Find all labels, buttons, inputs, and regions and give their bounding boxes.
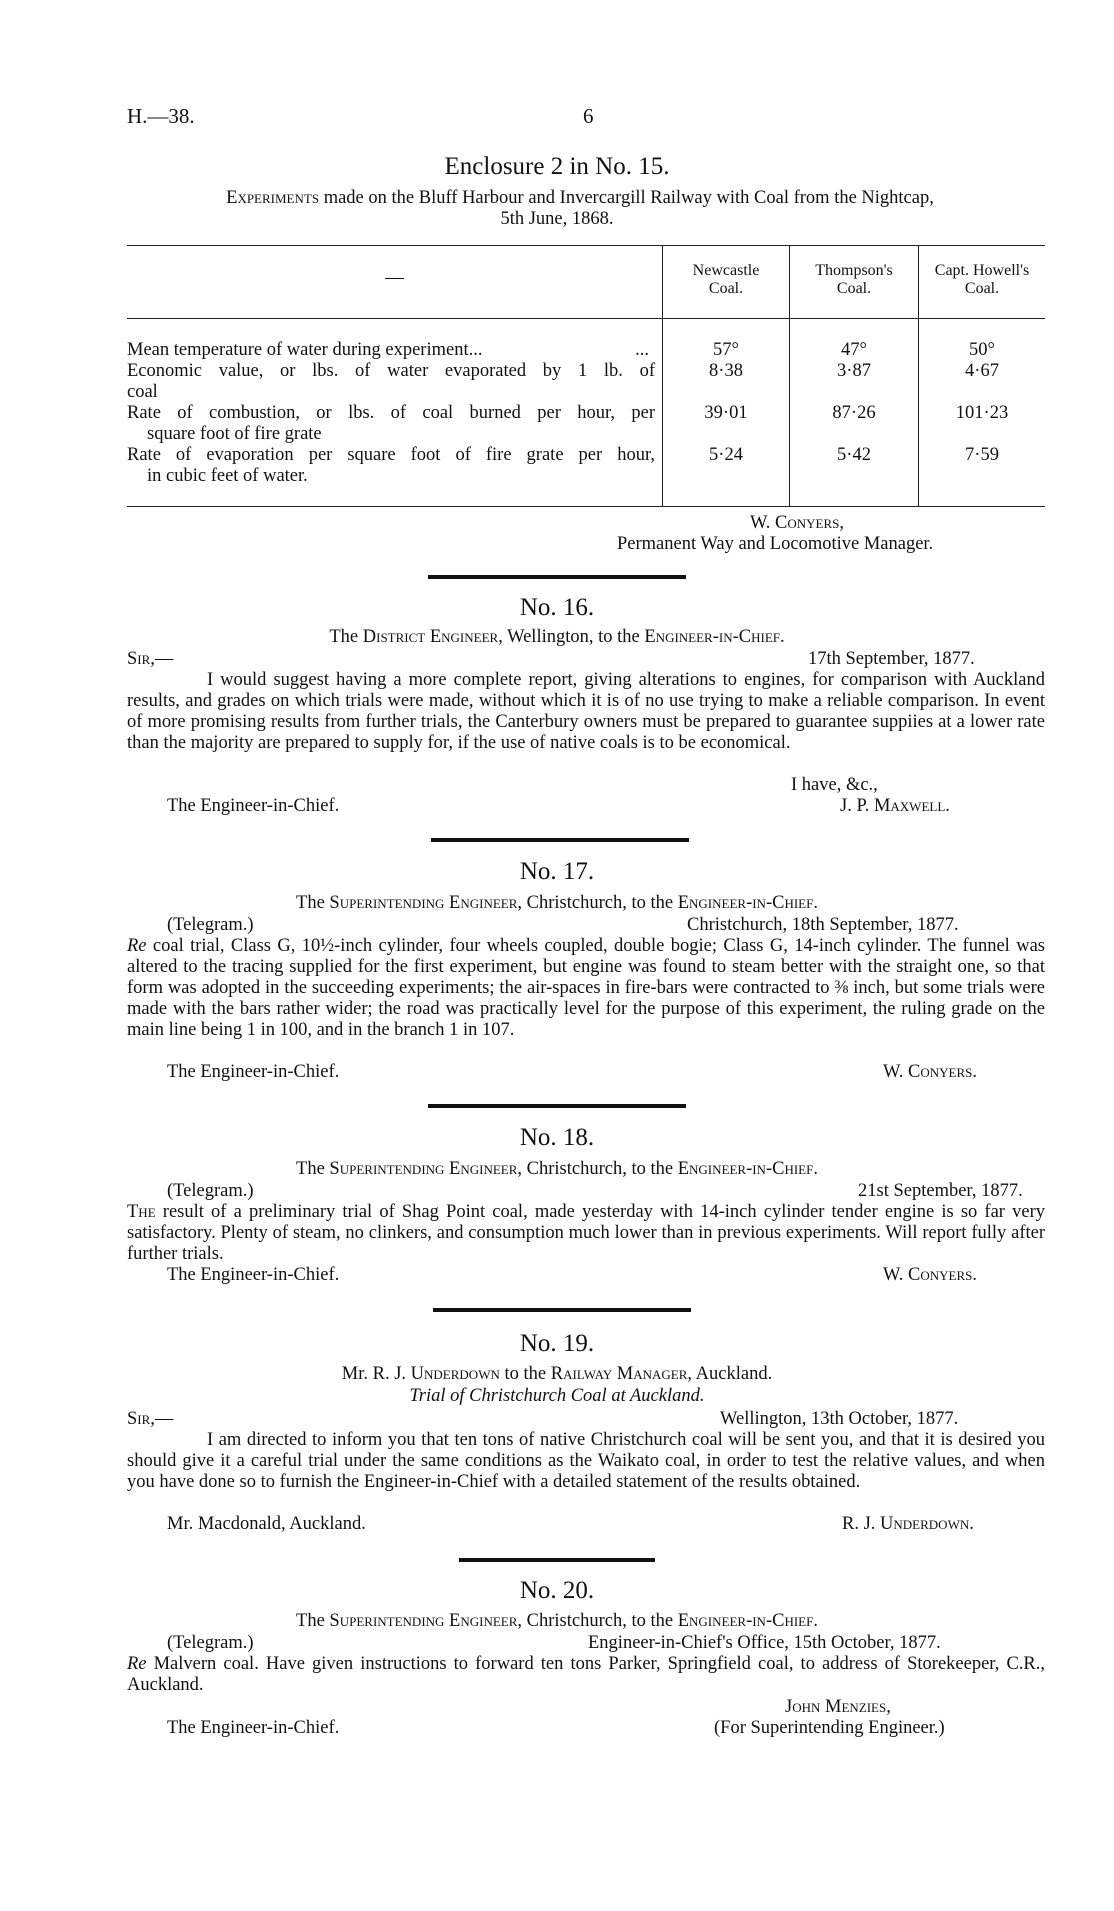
from-middle: Wellington, to the — [502, 627, 645, 647]
from-name: Underdown — [410, 1364, 500, 1384]
telegram-label: (Telegram.) — [167, 915, 254, 935]
column-header-line: Newcastle — [692, 262, 760, 279]
signature-initials: J. P. — [840, 796, 874, 816]
from-middle: Christchurch, to the — [522, 1159, 678, 1179]
signature-title: (For Superintending Engineer.) — [714, 1718, 945, 1738]
letter-body: I would suggest having a more complete report, giving alterations to engines, for comparison with Auckland results, and grades on which trials were made, without which it is of no use trying to make a reliable comparison. In event of more promising results from further trials, the Canterbury owners must be prepared to guarantee suppiies at a lower rate than the majority are prepared to supply for, if the use of native coals is to be economical. — [127, 670, 1045, 753]
signature-name: Maxwell. — [873, 796, 950, 816]
signature-title: Permanent Way and Locomotive Manager. — [617, 534, 934, 554]
signature — [750, 513, 844, 534]
section-divider — [431, 838, 689, 842]
signature-initial: W. — [883, 1265, 909, 1285]
telegram-label: (Telegram.) — [167, 1181, 254, 1201]
table-cell: 8·38 — [709, 361, 743, 381]
to-title: Engineer-in-Chief. — [677, 893, 818, 913]
lead-word: The — [127, 1202, 156, 1222]
signature-name: Conyers, — [775, 513, 844, 533]
signature — [840, 796, 950, 817]
column-header-newcastle — [663, 262, 789, 298]
column-header-line: Capt. Howell's — [934, 262, 1030, 279]
column-header-thompsons — [790, 262, 918, 298]
row-label: Rate of combustion, or lbs. of coal burned per hour, per — [127, 403, 655, 423]
document-reference: H.—38. — [127, 104, 195, 128]
enclosure-title: Enclosure 2 in No. 15. — [444, 153, 670, 180]
from-prefix: The — [329, 627, 363, 647]
caption-text: made on the Bluff Harbour and Invercargill Railway with Coal from the Nightcap, — [319, 188, 934, 208]
section-from-to — [0, 893, 1114, 914]
signature-initial: W. — [883, 1062, 909, 1082]
letter-date: Christchurch, 18th September, 1877. — [687, 915, 959, 935]
section-from-to — [0, 1364, 1114, 1385]
from-middle: Christchurch, to the — [522, 1611, 678, 1631]
letter-body — [127, 1654, 1045, 1696]
table-corner: — — [385, 268, 404, 288]
table-cell: 7·59 — [965, 445, 999, 465]
signature-name: Underdown. — [880, 1514, 974, 1534]
from-middle: to the — [499, 1364, 551, 1384]
addressee: The Engineer-in-Chief. — [167, 796, 340, 816]
section-heading-no18: No. 18. — [519, 1124, 595, 1151]
letter-subtitle: Trial of Christchurch Coal at Auckland. — [409, 1386, 705, 1406]
to-title: Engineer-in-Chief. — [677, 1159, 818, 1179]
row-label: Rate of evaporation per square foot of fire grate per hour, — [127, 445, 655, 465]
table-cell: 50° — [969, 340, 995, 360]
re-prefix: Re — [127, 936, 147, 956]
letter-body — [127, 936, 1045, 1041]
from-title: Superintending Engineer, — [329, 1611, 523, 1631]
table-cell: 101·23 — [955, 403, 1009, 423]
table-cell: 57° — [713, 340, 739, 360]
table-top-rule — [127, 245, 1045, 246]
letter-body-text: Malvern coal. Have given instructions to forward ten tons Parker, Springfield coal, to address of Storekeeper, C.R., Auckland. — [127, 1654, 1045, 1695]
to-title: Railway Manager, — [550, 1364, 693, 1384]
signature-name: Conyers. — [908, 1062, 977, 1082]
row-label-continuation: coal — [127, 382, 158, 402]
section-from-to — [0, 1611, 1114, 1632]
from-middle: Christchurch, to the — [522, 893, 678, 913]
salutation: Sir,— — [127, 649, 174, 669]
signature — [842, 1514, 974, 1535]
addressee: Mr. Macdonald, Auckland. — [167, 1514, 366, 1534]
table-cell: 4·67 — [965, 361, 999, 381]
from-title: District Engineer, — [362, 627, 503, 647]
from-title: Superintending Engineer, — [329, 893, 523, 913]
telegram-label: (Telegram.) — [167, 1633, 254, 1653]
signature-initials: R. J. — [842, 1514, 881, 1534]
row-label: Economic value, or lbs. of water evaporated by 1 lb. of — [127, 361, 655, 381]
from-prefix: The — [296, 1159, 330, 1179]
column-header-capt-howells — [919, 262, 1045, 298]
addressee: The Engineer-in-Chief. — [167, 1718, 340, 1738]
section-heading-no17: No. 17. — [519, 858, 595, 885]
letter-closing: I have, &c., — [791, 775, 878, 795]
letter-body: I am directed to inform you that ten tons of native Christchurch coal will be sent you, and that it is desired you should give it a careful trial under the same conditions as the Waikato coal, in order to test the relative values, and when you have done so to furnish the Engineer-in-Chief with a detailed statement of the results obtained. — [127, 1430, 1045, 1492]
section-from-to — [0, 627, 1114, 648]
column-header-line: Coal. — [836, 280, 872, 297]
section-divider — [428, 1104, 686, 1108]
from-title: Superintending Engineer, — [329, 1159, 523, 1179]
signature — [883, 1265, 977, 1286]
table-cell: 87·26 — [832, 403, 876, 423]
salutation: Sir,— — [127, 1409, 174, 1429]
row-leader-dots: ... — [635, 340, 649, 360]
signature-name: Conyers. — [908, 1265, 977, 1285]
table-cell: 5·42 — [837, 445, 871, 465]
table-row — [127, 340, 655, 361]
table-header-rule — [127, 318, 1045, 319]
table-bottom-rule — [127, 506, 1045, 507]
from-prefix: The — [296, 893, 330, 913]
row-label-continuation: in cubic feet of water. — [147, 466, 308, 486]
section-divider — [433, 1308, 691, 1312]
column-header-line: Coal. — [708, 280, 744, 297]
section-divider — [459, 1558, 655, 1562]
table-cell: 5·24 — [709, 445, 743, 465]
letter-date: 21st September, 1877. — [858, 1181, 1023, 1201]
table-cell: 39·01 — [704, 403, 748, 423]
signature-name: John Menzies, — [785, 1697, 891, 1717]
section-from-to — [0, 1159, 1114, 1180]
column-header-line: Thompson's — [815, 262, 893, 279]
addressee: The Engineer-in-Chief. — [167, 1062, 340, 1082]
enclosure-caption-date: 5th June, 1868. — [500, 209, 614, 229]
row-label-continuation: square foot of fire grate — [147, 424, 322, 444]
signature-initial: W. — [750, 513, 776, 533]
enclosure-caption — [80, 188, 1080, 209]
signature — [883, 1062, 977, 1083]
table-cell: 47° — [841, 340, 867, 360]
letter-body-text: result of a preliminary trial of Shag Point coal, made yesterday with 14-inch cylinder tender engine is so far very satisfactory. Plenty of steam, no clinkers, and consumption much lower than in previous experiments. Will report fully after further trials. — [127, 1202, 1045, 1264]
caption-lead: Experiments — [226, 188, 320, 208]
letter-date: Engineer-in-Chief's Office, 15th October, 1877. — [588, 1633, 941, 1653]
letter-body-text: coal trial, Class G, 10½-inch cylinder, four wheels coupled, double bogie; Class G, 14-inch cylinder. The funnel was altered to the tracing supplied for the first experiment, but engine was found to steam better with the straight one, so that form was adopted in the succeeding experiments; the air-spaces in fire-bars were contracted to ⅜ inch, but some trials were made with the bars rather wider; the road was practically level for the purpose of this experiment, the ruling grade on the main line being 1 in 100, and in the branch 1 in 107. — [127, 936, 1045, 1040]
table-cell: 3·87 — [837, 361, 871, 381]
to-title: Engineer-in-Chief. — [677, 1611, 818, 1631]
letter-date: Wellington, 13th October, 1877. — [720, 1409, 959, 1429]
column-header-line: Coal. — [964, 280, 1000, 297]
to-title: Engineer-in-Chief. — [644, 627, 785, 647]
from-prefix: Mr. R. J. — [341, 1364, 411, 1384]
row-label: Mean temperature of water during experiment... — [127, 340, 483, 360]
from-prefix: The — [296, 1611, 330, 1631]
section-divider — [428, 575, 686, 579]
letter-date: 17th September, 1877. — [808, 649, 975, 669]
re-prefix: Re — [127, 1654, 147, 1674]
to-place: Auckland. — [692, 1364, 773, 1384]
page-number: 6 — [583, 104, 594, 128]
letter-body — [127, 1202, 1045, 1265]
addressee: The Engineer-in-Chief. — [167, 1265, 340, 1285]
section-heading-no20: No. 20. — [519, 1577, 595, 1604]
section-heading-no16: No. 16. — [519, 594, 595, 621]
section-heading-no19: No. 19. — [519, 1330, 595, 1357]
